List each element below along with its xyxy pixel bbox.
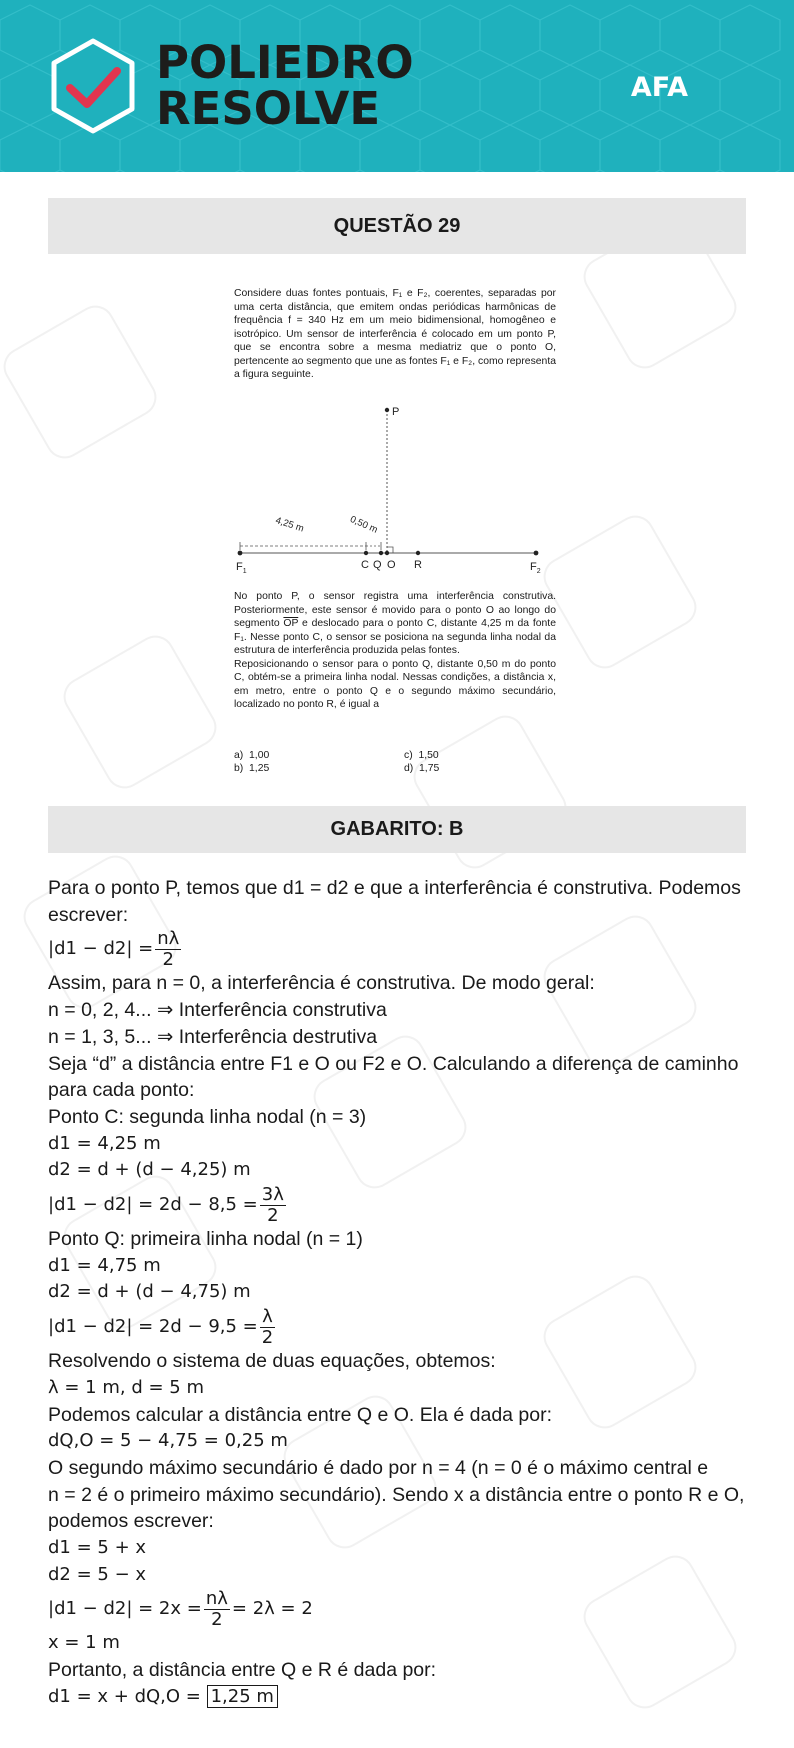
equation: d1 = 4,25 m bbox=[48, 1132, 161, 1154]
statement-part-c: Reposicionando o sensor para o ponto Q, distante 0,50 m do ponto C, obtém-se a primeira linha nodal. Nessas condições, a distância x, em metro, entre o ponto Q e o segundo máximo secundário, localizado no ponto R, é igual a bbox=[234, 658, 556, 710]
solution-line: n = 1, 3, 5... ⇒ Interferência destrutiva bbox=[48, 1025, 378, 1048]
solution-line: Podemos calcular a distância entre Q e O. Ela é dada por: bbox=[48, 1403, 553, 1426]
label-dist-F1C: 4,25 m bbox=[274, 515, 306, 535]
equation: |d1 − d2| = 2d − 8,5 = $\frac{3\lambda}{2}$ bbox=[48, 1183, 284, 1226]
question-intro: Considere duas fontes pontuais, F₁ e F₂, coerentes, separadas por uma certa distância, que emitem ondas periódicas harmônicas de frequência f = 340 Hz em um meio bidimensional, homogêneo e isotrópico. Um sensor de interferência é colocado em um ponto P, que se encontra sobre a mesma mediatriz que o ponto O, pertencente ao segmento que une as fontes F₁ e F₂, como representa a figura seguinte. bbox=[234, 288, 556, 380]
final-answer-box: 1,25 m bbox=[207, 1685, 278, 1708]
alternative-b[interactable]: b) 1,25 bbox=[234, 763, 270, 774]
solution-line: Para o ponto P, temos que d1 = d2 e que a interferência é construtiva. Podemos bbox=[48, 877, 741, 899]
interference-figure bbox=[230, 400, 570, 580]
label-dist-CQ: 0,50 m bbox=[348, 513, 380, 536]
label-F1: $F_1$ bbox=[236, 561, 247, 575]
label-P: P bbox=[392, 406, 400, 418]
check-hexagon-icon bbox=[48, 38, 138, 134]
label-O: O bbox=[387, 559, 396, 571]
label-R: R bbox=[414, 559, 422, 571]
alternative-a[interactable]: a) 1,00 bbox=[234, 750, 270, 761]
header-banner bbox=[0, 0, 794, 172]
exam-label: AFA bbox=[630, 72, 688, 103]
equation-path-difference: |d1 − d2| = $\frac{n\lambda}{2}$ bbox=[48, 927, 180, 970]
final-equation: d1 = x + dQ,O = 1,25 m bbox=[48, 1684, 748, 1711]
question-statement bbox=[234, 590, 556, 712]
equation: λ = 1 m, d = 5 m bbox=[48, 1376, 204, 1398]
brand-line-2: RESOLVE bbox=[156, 82, 381, 135]
brand-name bbox=[156, 36, 414, 135]
label-F2: $F_2$ bbox=[530, 561, 541, 575]
solution-line: O segundo máximo secundário é dado por n = 4 (n = 0 é o máximo central e bbox=[48, 1456, 709, 1479]
alternative-d[interactable]: d) 1,75 bbox=[404, 763, 440, 774]
solution-line: Resolvendo o sistema de duas equações, obtemos: bbox=[48, 1350, 496, 1373]
segment-OP: $\overline{OP}$ bbox=[283, 618, 299, 629]
solution-line: Portanto, a distância entre Q e R é dada por: bbox=[48, 1659, 437, 1682]
solution bbox=[48, 875, 748, 1711]
alternative-c[interactable]: c) 1,50 bbox=[404, 750, 439, 761]
statement-part-b: e deslocado para o ponto C, distante 4,25 m da fonte F₁. Nesse ponto C, o sensor se posiciona na segunda linha nodal da estrutura de interferência produzida pelas fontes. bbox=[234, 618, 556, 656]
question-title: QUESTÃO 29 bbox=[48, 198, 746, 254]
solution-line: para cada ponto: bbox=[48, 1079, 195, 1102]
equation: dQ,O = 5 − 4,75 = 0,25 m bbox=[48, 1430, 288, 1452]
solution-line: n = 0, 2, 4... ⇒ Interferência construtiva bbox=[48, 999, 387, 1022]
label-C: C bbox=[361, 559, 369, 571]
solution-line: n = 2 é o primeiro máximo secundário). Sendo x a distância entre o ponto R e O, bbox=[48, 1483, 745, 1506]
equation: d2 = d + (d − 4,25) m bbox=[48, 1159, 251, 1181]
equation: d1 = 5 + x bbox=[48, 1537, 147, 1559]
solution-line: Ponto Q: primeira linha nodal (n = 1) bbox=[48, 1228, 363, 1251]
solution-line: escrever: bbox=[48, 903, 129, 926]
solution-line: podemos escrever: bbox=[48, 1510, 214, 1533]
equation: |d1 − d2| = 2d − 9,5 = $\frac{\lambda}{2}$ bbox=[48, 1305, 274, 1348]
brand-line-1: POLIEDRO bbox=[156, 36, 414, 89]
label-Q: Q bbox=[373, 559, 382, 571]
equation: |d1 − d2| = 2x = $\frac{n\lambda}{2}$ = 2λ = 2 bbox=[48, 1587, 313, 1630]
equation: x = 1 m bbox=[48, 1632, 120, 1654]
statement-part-a: No ponto P, o sensor registra uma interferência construtiva. Posteriormente, este sensor é movido para o ponto O ao longo do segmento bbox=[234, 591, 556, 629]
equation: d2 = 5 − x bbox=[48, 1563, 147, 1585]
solution-line: Seja “d” a distância entre F1 e O ou F2 e O. Calculando a diferença de caminho bbox=[48, 1052, 739, 1075]
solution-line: Assim, para n = 0, a interferência é construtiva. De modo geral: bbox=[48, 972, 595, 995]
answer-title: GABARITO: B bbox=[48, 806, 746, 853]
equation: d2 = d + (d − 4,75) m bbox=[48, 1281, 251, 1303]
solution-line: Ponto C: segunda linha nodal (n = 3) bbox=[48, 1105, 367, 1128]
equation: d1 = 4,75 m bbox=[48, 1254, 161, 1276]
